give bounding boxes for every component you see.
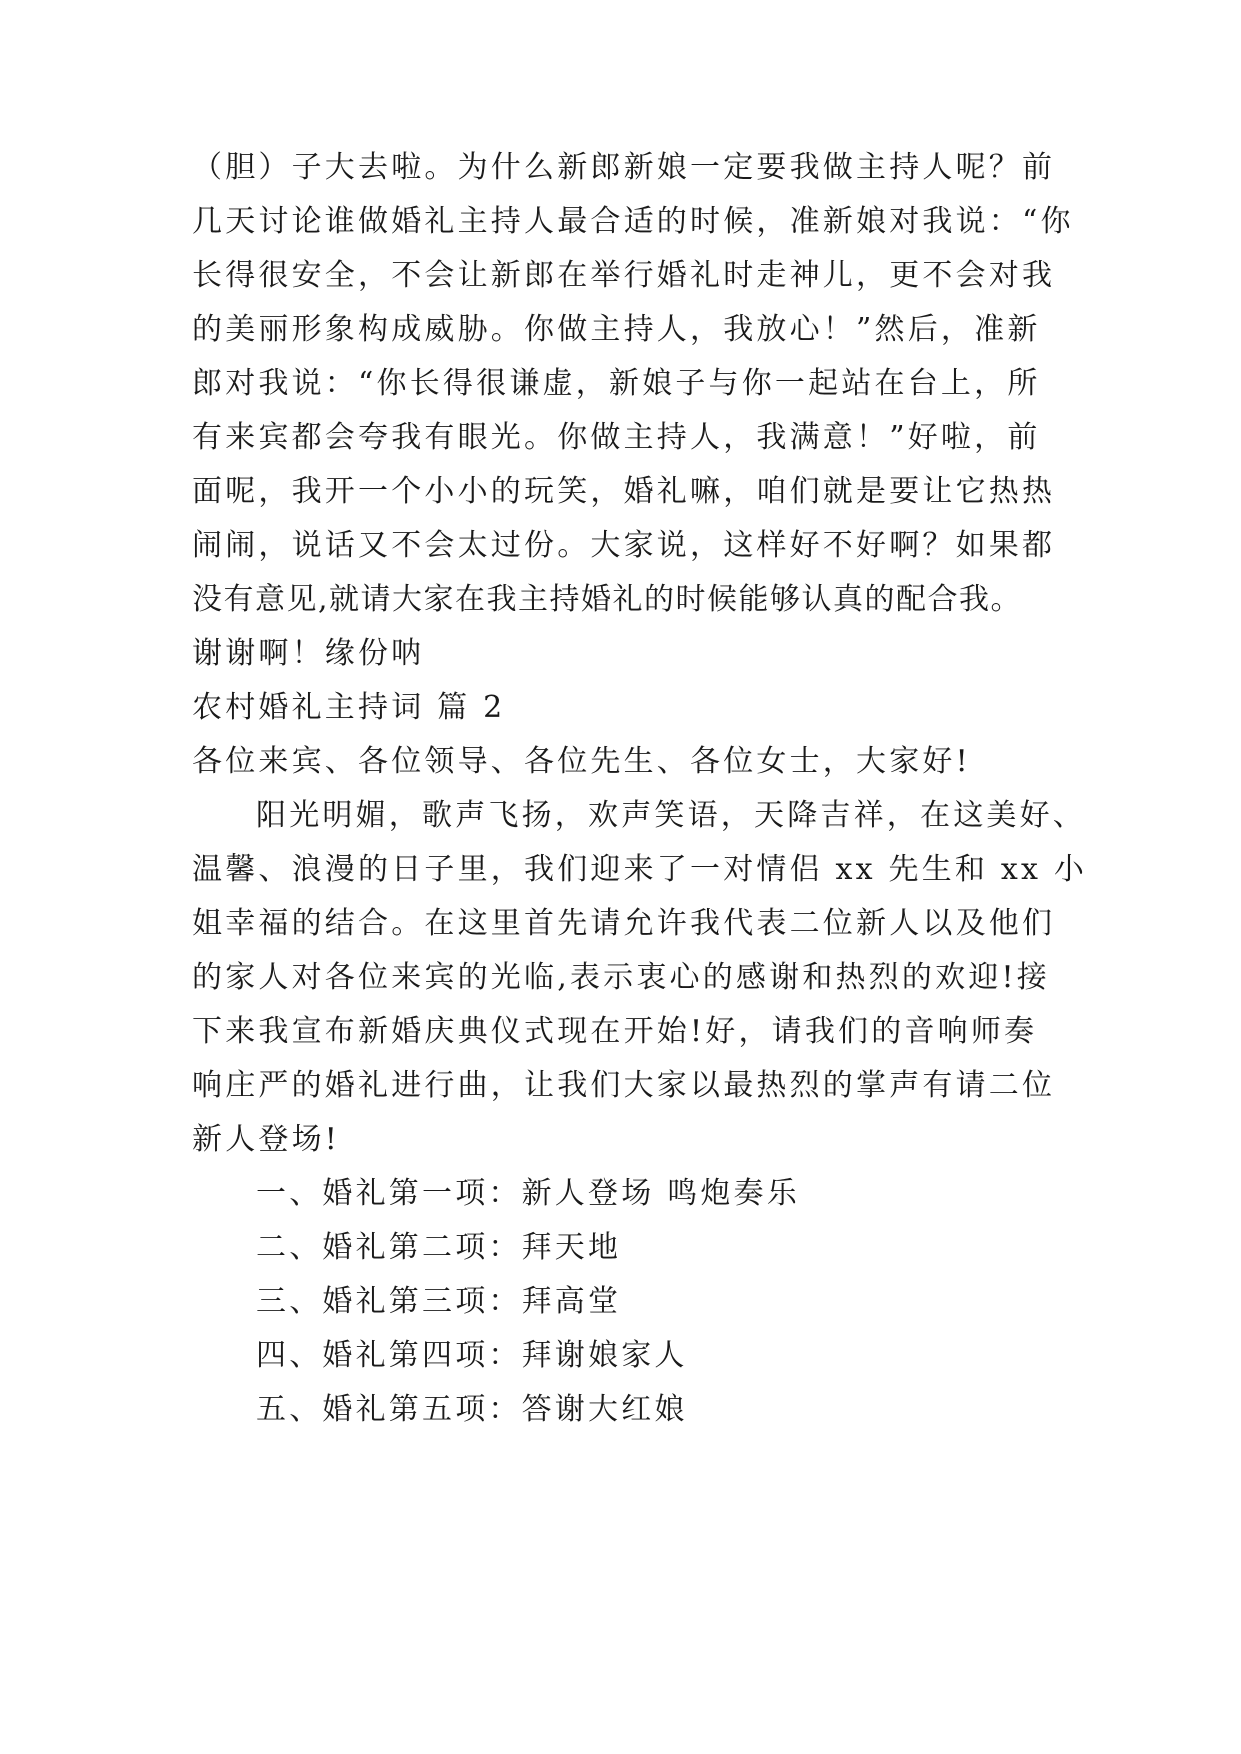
paragraph-line: （胆）子大去啦。为什么新郎新娘一定要我做主持人呢？前 [192, 150, 1056, 185]
paragraph-line: 闹闹，说话又不会太过份。大家说，这样好不好啊？如果都 [192, 528, 1056, 563]
paragraph-line: 几天讨论谁做婚礼主持人最合适的时候，准新娘对我说：“你 [192, 204, 1074, 239]
paragraph-line: 的美丽形象构成威胁。你做主持人，我放心！”然后，准新 [192, 312, 1041, 347]
paragraph-line: 郎对我说：“你长得很谦虚，新娘子与你一起站在台上，所 [192, 366, 1041, 401]
ceremony-item: 四、婚礼第四项：拜谢娘家人 [256, 1338, 688, 1373]
ceremony-item: 一、婚礼第一项：新人登场 鸣炮奏乐 [256, 1176, 800, 1211]
paragraph-line: 面呢，我开一个小小的玩笑，婚礼嘛，咱们就是要让它热热 [192, 474, 1056, 509]
paragraph-line: 温馨、浪漫的日子里，我们迎来了一对情侣 xx 先生和 xx 小 [192, 852, 1088, 887]
paragraph-line: 阳光明媚，歌声飞扬，欢声笑语，天降吉祥，在这美好、 [256, 798, 1086, 833]
paragraph-line: 谢谢啊！缘份呐 [192, 636, 425, 671]
paragraph-line: 响庄严的婚礼进行曲，让我们大家以最热烈的掌声有请二位 [192, 1068, 1056, 1103]
section-title: 农村婚礼主持词 篇 2 [192, 690, 506, 725]
paragraph-line: 的家人对各位来宾的光临,表示衷心的感谢和热烈的欢迎!接 [192, 960, 1050, 995]
ceremony-item: 五、婚礼第五项：答谢大红娘 [256, 1392, 688, 1427]
paragraph-line: 没有意见,就请大家在我主持婚礼的时候能够认真的配合我。 [192, 582, 1023, 617]
paragraph-line: 姐幸福的结合。在这里首先请允许我代表二位新人以及他们 [192, 906, 1056, 941]
paragraph-line: 新人登场! [192, 1122, 341, 1157]
paragraph-line: 有来宾都会夸我有眼光。你做主持人，我满意！”好啦，前 [192, 420, 1041, 455]
paragraph-line: 长得很安全，不会让新郎在举行婚礼时走神儿，更不会对我 [192, 258, 1056, 293]
ceremony-item: 三、婚礼第三项：拜高堂 [256, 1284, 622, 1319]
ceremony-item: 二、婚礼第二项：拜天地 [256, 1230, 622, 1265]
greeting-line: 各位来宾、各位领导、各位先生、各位女士，大家好! [192, 744, 971, 779]
paragraph-line: 下来我宣布新婚庆典仪式现在开始!好，请我们的音响师奏 [192, 1014, 1038, 1049]
